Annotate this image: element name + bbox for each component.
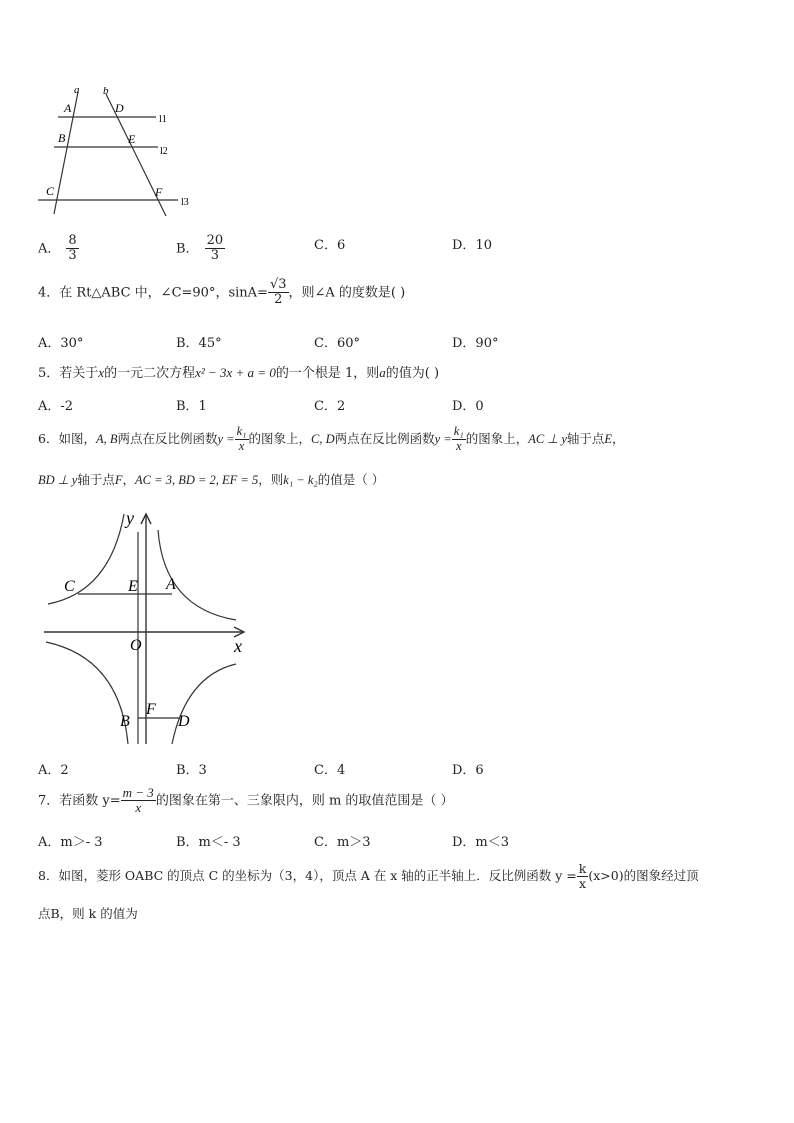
label-a: a [74, 84, 80, 96]
q4-option-a: A．30° [38, 336, 84, 351]
q6-option-d: D．6 [452, 763, 484, 778]
q7-stem: 7．若函数 y= $\frac{m - 3}{x}$ 的图象在第一、三象限内，则 m 的取值范围是（ ） [38, 785, 454, 816]
q6-option-c: C．4 [314, 763, 346, 778]
q4-options [38, 332, 738, 352]
q7-option-b: B．m＜- 3 [176, 835, 241, 850]
label-b: b [103, 85, 109, 97]
label-E: E [128, 132, 136, 146]
label-C: C [46, 184, 55, 198]
label-D: D [115, 101, 124, 115]
q6-stem-line2: BD ⊥ y轴于点F，AC = 3, BD = 2, EF = 5，则k₁ − k₂的值是（ ） [38, 472, 385, 487]
curve-lower-left [46, 642, 128, 744]
label-l3: l3 [181, 197, 189, 208]
q3-options [38, 228, 738, 264]
curve-lower-right [172, 664, 236, 744]
q7-option-c: C．m＞3 [314, 835, 371, 850]
q7-option-d: D．m＜3 [452, 835, 510, 850]
q3-option-b: B． $\frac{20}{3}$ [176, 233, 224, 264]
label-D: D [178, 713, 190, 730]
hyperbola-figure [40, 508, 250, 748]
label-l2: l2 [160, 146, 168, 157]
q3-option-c: C．6 [314, 238, 346, 253]
q5-stem: 5．若关于x的一元二次方程x² − 3x + a = 0的一个根是 1，则a的值为( ) [38, 365, 440, 381]
label-F: F [155, 185, 163, 199]
label-E: E [128, 578, 138, 595]
label-A: A [64, 101, 72, 115]
label-y: y [126, 508, 134, 528]
q6-options [38, 759, 738, 779]
q6-stem-line1: 6．如图，A, B两点在反比例函数y = $\frac{\text{k₁}}{x}$ 的图象上，C, D两点在反比例函数y = $\frac{\text{k₁}}{x}$ 的图象上，AC ⊥ y轴于点E， [38, 424, 625, 453]
curve-upper-left [48, 514, 124, 604]
q5-option-d: D．0 [452, 399, 484, 414]
q3-option-d: D．10 [452, 238, 492, 253]
q6-option-a: A．2 [38, 763, 69, 778]
q5-options [38, 395, 738, 415]
q6-option-b: B．3 [176, 763, 207, 778]
curve-upper-right [158, 530, 236, 620]
label-A: A [166, 576, 176, 593]
label-x: x [234, 636, 242, 656]
q4-stem: 4．在 Rt△ABC 中，∠C=90°，sinA= $\frac{√3}{2}$ ，则∠A 的度数是( ) [38, 277, 406, 308]
q5-option-c: C．2 [314, 399, 346, 414]
label-B: B [120, 713, 130, 730]
q4-option-d: D．90° [452, 336, 499, 351]
parallel-lines-figure [34, 84, 204, 216]
q7-option-a: A．m＞- 3 [38, 835, 103, 850]
q7-options [38, 831, 738, 851]
q4-option-b: B．45° [176, 336, 222, 351]
label-B: B [58, 131, 66, 145]
label-C: C [64, 578, 75, 595]
q3-option-a: A． $\frac{8}{3}$ [38, 233, 77, 264]
q5-option-a: A．-2 [38, 399, 74, 414]
label-O: O [130, 637, 142, 654]
label-l1: l1 [159, 114, 167, 125]
q8-stem-line2: 点B，则 k 的值为 [38, 906, 138, 921]
q4-option-c: C．60° [314, 336, 360, 351]
q5-option-b: B．1 [176, 399, 207, 414]
label-F: F [146, 701, 156, 718]
q8-stem-line1: 8．如图，菱形 OABC 的顶点 C 的坐标为（3，4），顶点 A 在 x 轴的正半轴上．反比例函数 y = $\frac{k}{x}$ (x>0)的图象经过顶 [38, 861, 699, 891]
